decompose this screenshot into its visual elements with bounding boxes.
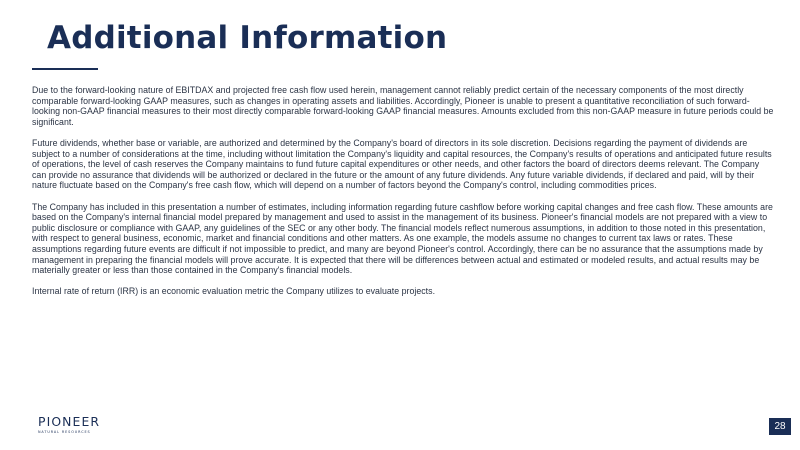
pioneer-logo [38,415,106,439]
paragraph-dividends: Future dividends, whether base or variable, are authorized and determined by the Company's board of directors in its sole discretion. Decisions regarding the payment of dividends are subject to a number of considerations at the time, including without limitation the Company's liquidity and capital resources, the Company's results of operations and anticipated future results of operations, the level of cash reserves the Company maintains to fund future capital expenditures or other needs, and other factors the board of directors deems relevant. The Company can provide no assurance that dividends will be authorized or declared in the future or the amount of any future dividends. Any future variable dividends, if declared and paid, will by their nature fluctuate based on the Company's free cash flow, which will depend on a number of factors beyond the Company's control, including commodities prices. [32,137,772,191]
logo-tagline: NATURAL RESOURCES [38,430,91,434]
title-underline [32,68,98,70]
page-number-badge: 28 [769,418,791,435]
logo-wordmark: PIONEER [38,414,101,429]
paragraph-estimates: The Company has included in this presentation a number of estimates, including information regarding future cashflow before working capital changes and free cash flow. These amounts are based on the Company's internal financial model prepared by management and used to assist in the management of its business. Pioneer's financial models are not prepared with a view to public disclosure or compliance with GAAP, any guidelines of the SEC or any other body. The financial models reflect numerous assumptions, in addition to those noted in this presentation, with respect to general business, economic, market and financial conditions and other matters. As one example, the models assume no changes to current tax laws or rates. These assumptions regarding future events are difficult if not impossible to predict, and many are beyond Pioneer's control. Accordingly, there can be no assurance that the assumptions made by management in preparing the financial models will prove accurate. It is expected that there will be differences between actual and estimated or modeled results, and actual results may be materially greater or less than those contained in the Company's financial models. [32,201,773,276]
page-title: Additional Information [47,20,448,56]
body-text [32,85,774,307]
paragraph-irr: Internal rate of return (IRR) is an economic evaluation metric the Company utilizes to evaluate projects. [32,286,436,297]
paragraph-non-gaap: Due to the forward-looking nature of EBITDAX and projected free cash flow used herein, management cannot reliably predict certain of the necessary components of the most directly comparable forward-looking GAAP measures, such as changes in operating assets and liabilities. Accordingly, Pioneer is unable to present a quantitative reconciliation of such forward-looking non-GAAP financial measures to their most directly comparable forward-looking GAAP financial measures. Amounts excluded from this non-GAAP measure in future periods could be significant. [32,85,774,127]
